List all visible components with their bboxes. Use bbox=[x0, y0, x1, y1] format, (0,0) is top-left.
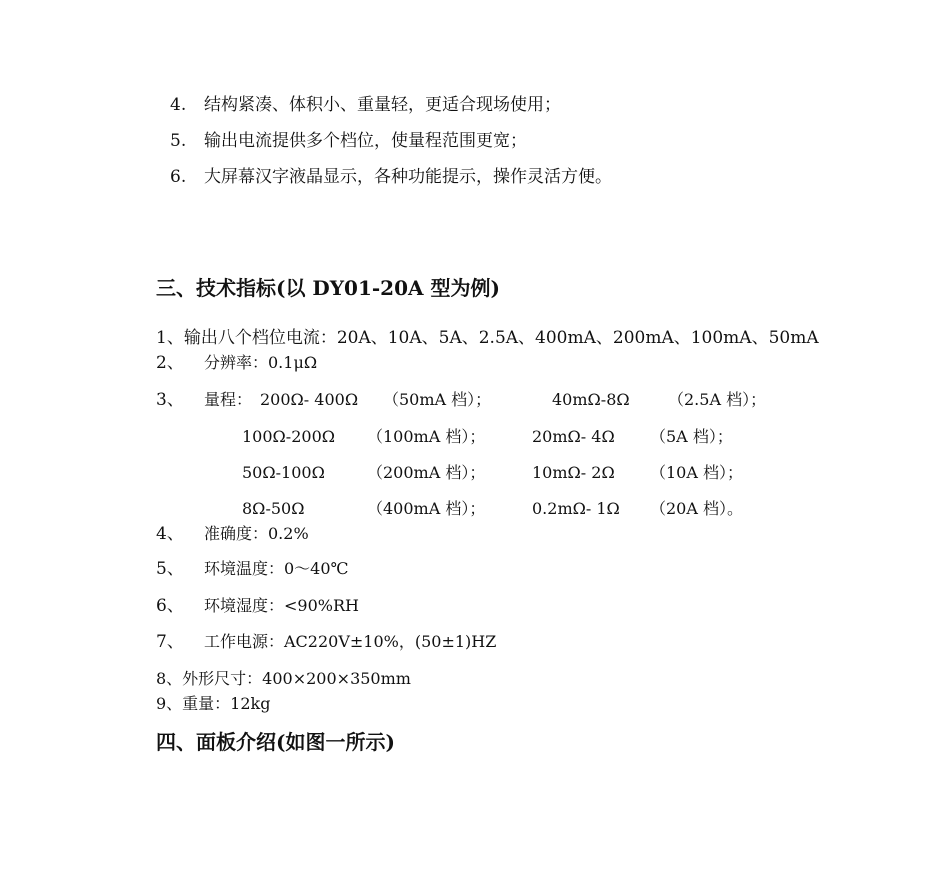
spec-number: 4、 bbox=[156, 524, 184, 544]
feature-number: 5. bbox=[170, 131, 187, 151]
range-value: 200Ω- 400Ω bbox=[260, 390, 359, 409]
section-heading-panel: 四、面板介绍(如图一所示) bbox=[156, 730, 395, 754]
spec-text: 准确度：0.2% bbox=[204, 524, 309, 543]
range-value: 40mΩ-8Ω bbox=[552, 390, 630, 409]
range-value: 10mΩ- 2Ω bbox=[532, 463, 615, 482]
spec-text: 分辨率：0.1μΩ bbox=[204, 353, 318, 372]
spec-weight: 9、重量：12kg bbox=[156, 694, 271, 713]
spec-text: 环境湿度：<90%RH bbox=[204, 596, 359, 615]
range-gear: （5A 档）； bbox=[650, 427, 733, 446]
spec-number: 3、 bbox=[156, 390, 184, 410]
range-gear: （400mA 档）； bbox=[367, 499, 486, 518]
range-gear: （20A 档）。 bbox=[650, 499, 744, 518]
feature-number: 6. bbox=[170, 167, 187, 187]
range-value: 20mΩ- 4Ω bbox=[532, 427, 615, 446]
feature-text: 大屏幕汉字液晶显示，各种功能提示，操作灵活方便。 bbox=[204, 167, 612, 187]
section-heading-specs: 三、技术指标(以 DY01-20A 型为例) bbox=[156, 276, 500, 300]
spec-text: 环境温度：0～40℃ bbox=[204, 559, 349, 578]
spec-dimensions: 8、外形尺寸：400×200×350mm bbox=[156, 669, 411, 688]
feature-text: 输出电流提供多个档位，使量程范围更宽； bbox=[204, 131, 527, 151]
spec-number: 5、 bbox=[156, 559, 184, 579]
range-value: 50Ω-100Ω bbox=[242, 463, 325, 482]
spec-currents: 1、输出八个档位电流：20A、10A、5A、2.5A、400mA、200mA、100mA、50mA bbox=[156, 328, 819, 348]
spec-number: 6、 bbox=[156, 596, 184, 616]
spec-range-label: 量程： bbox=[204, 390, 253, 409]
range-value: 0.2mΩ- 1Ω bbox=[532, 499, 620, 518]
range-gear: （50mA 档）； bbox=[383, 390, 492, 409]
spec-number: 2、 bbox=[156, 353, 184, 373]
spec-number: 7、 bbox=[156, 632, 184, 652]
range-gear: （10A 档）； bbox=[650, 463, 744, 482]
feature-text: 结构紧凑、体积小、重量轻，更适合现场使用； bbox=[204, 95, 561, 115]
range-value: 100Ω-200Ω bbox=[242, 427, 336, 446]
range-value: 8Ω-50Ω bbox=[242, 499, 305, 518]
feature-number: 4. bbox=[170, 95, 187, 115]
range-gear: （2.5A 档）； bbox=[668, 390, 767, 409]
spec-text: 工作电源：AC220V±10%，(50±1)HZ bbox=[204, 632, 497, 651]
range-gear: （200mA 档）； bbox=[367, 463, 486, 482]
range-gear: （100mA 档）； bbox=[367, 427, 486, 446]
